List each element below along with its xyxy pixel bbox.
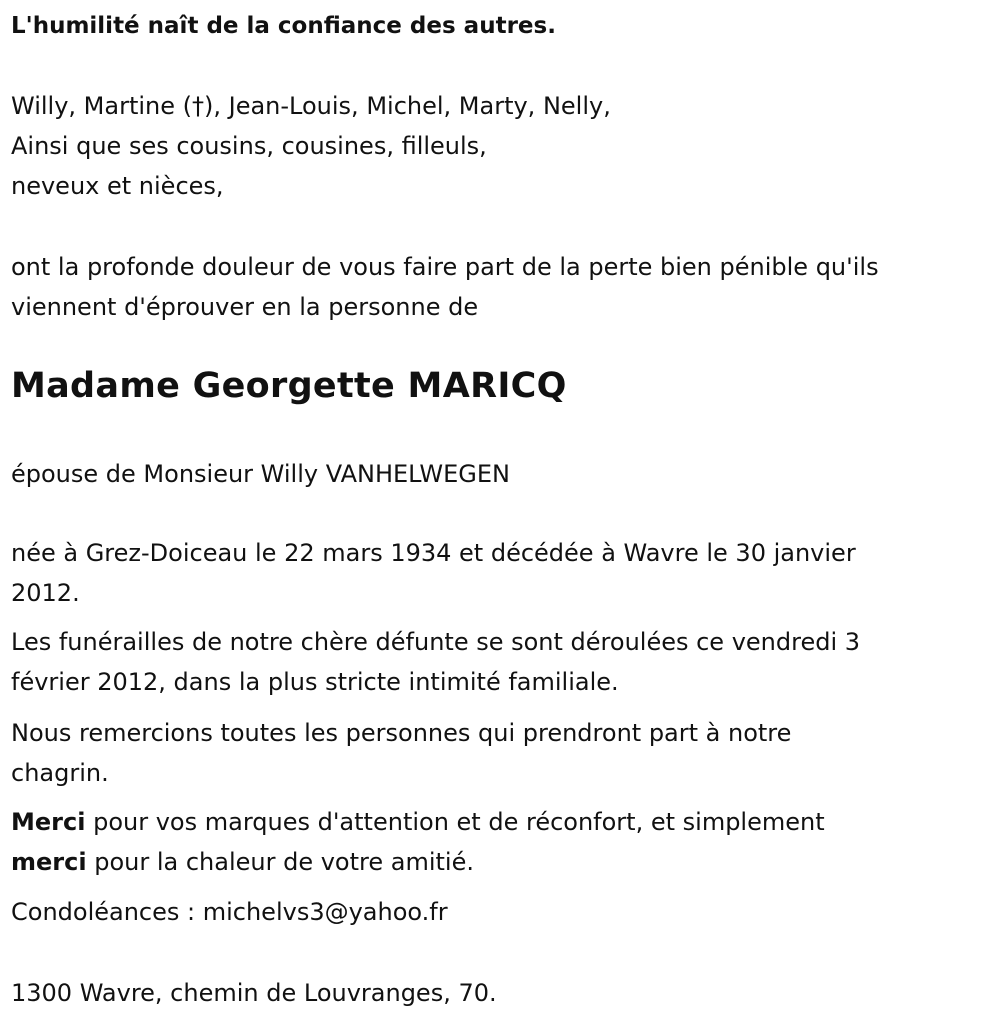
thanks-line-2: chagrin.	[11, 759, 109, 787]
spouse-line: épouse de Monsieur Willy VANHELWEGEN	[11, 460, 510, 488]
funeral-line-1: Les funérailles de notre chère défunte se sont déroulées ce vendredi 3	[11, 628, 861, 656]
spouse-info	[11, 454, 510, 494]
merci-word-1: Merci	[11, 808, 86, 836]
merci-rest-1: pour vos marques d'attention et de réconfort, et simplement	[85, 808, 825, 836]
dates-line-2: 2012.	[11, 579, 80, 607]
condolences-contact	[11, 892, 448, 932]
condolences-line: Condoléances : michelvs3@yahoo.fr	[11, 898, 448, 926]
family-line-2: Ainsi que ses cousins, cousines, filleuls,	[11, 132, 487, 160]
birth-death-dates	[11, 533, 856, 613]
thanks-line-1: Nous remercions toutes les personnes qui prendront part à notre	[11, 719, 792, 747]
merci-line-1	[11, 802, 825, 842]
dates-line-1: née à Grez-Doiceau le 22 mars 1934 et décédée à Wavre le 30 janvier	[11, 539, 856, 567]
merci-message	[11, 802, 825, 882]
address-line: 1300 Wavre, chemin de Louvranges, 70.	[11, 979, 497, 1007]
funeral-line-2: février 2012, dans la plus stricte intimité familiale.	[11, 668, 619, 696]
merci-word-2: merci	[11, 848, 87, 876]
announcement-intro	[11, 247, 879, 327]
family-list	[11, 86, 611, 206]
deceased-name: Madame Georgette MARICQ	[11, 366, 567, 406]
family-line-3: neveux et nièces,	[11, 172, 224, 200]
family-line-1: Willy, Martine (†), Jean-Louis, Michel, Marty, Nelly,	[11, 92, 611, 120]
intro-line-1: ont la profonde douleur de vous faire part de la perte bien pénible qu'ils	[11, 253, 879, 281]
motto-heading: L'humilité naît de la confiance des autres.	[11, 13, 556, 39]
merci-rest-2: pour la chaleur de votre amitié.	[86, 848, 474, 876]
thanks-message	[11, 713, 791, 793]
address-info	[11, 973, 497, 1013]
funeral-info	[11, 622, 860, 702]
merci-line-2	[11, 842, 825, 882]
intro-line-2: viennent d'éprouver en la personne de	[11, 293, 479, 321]
